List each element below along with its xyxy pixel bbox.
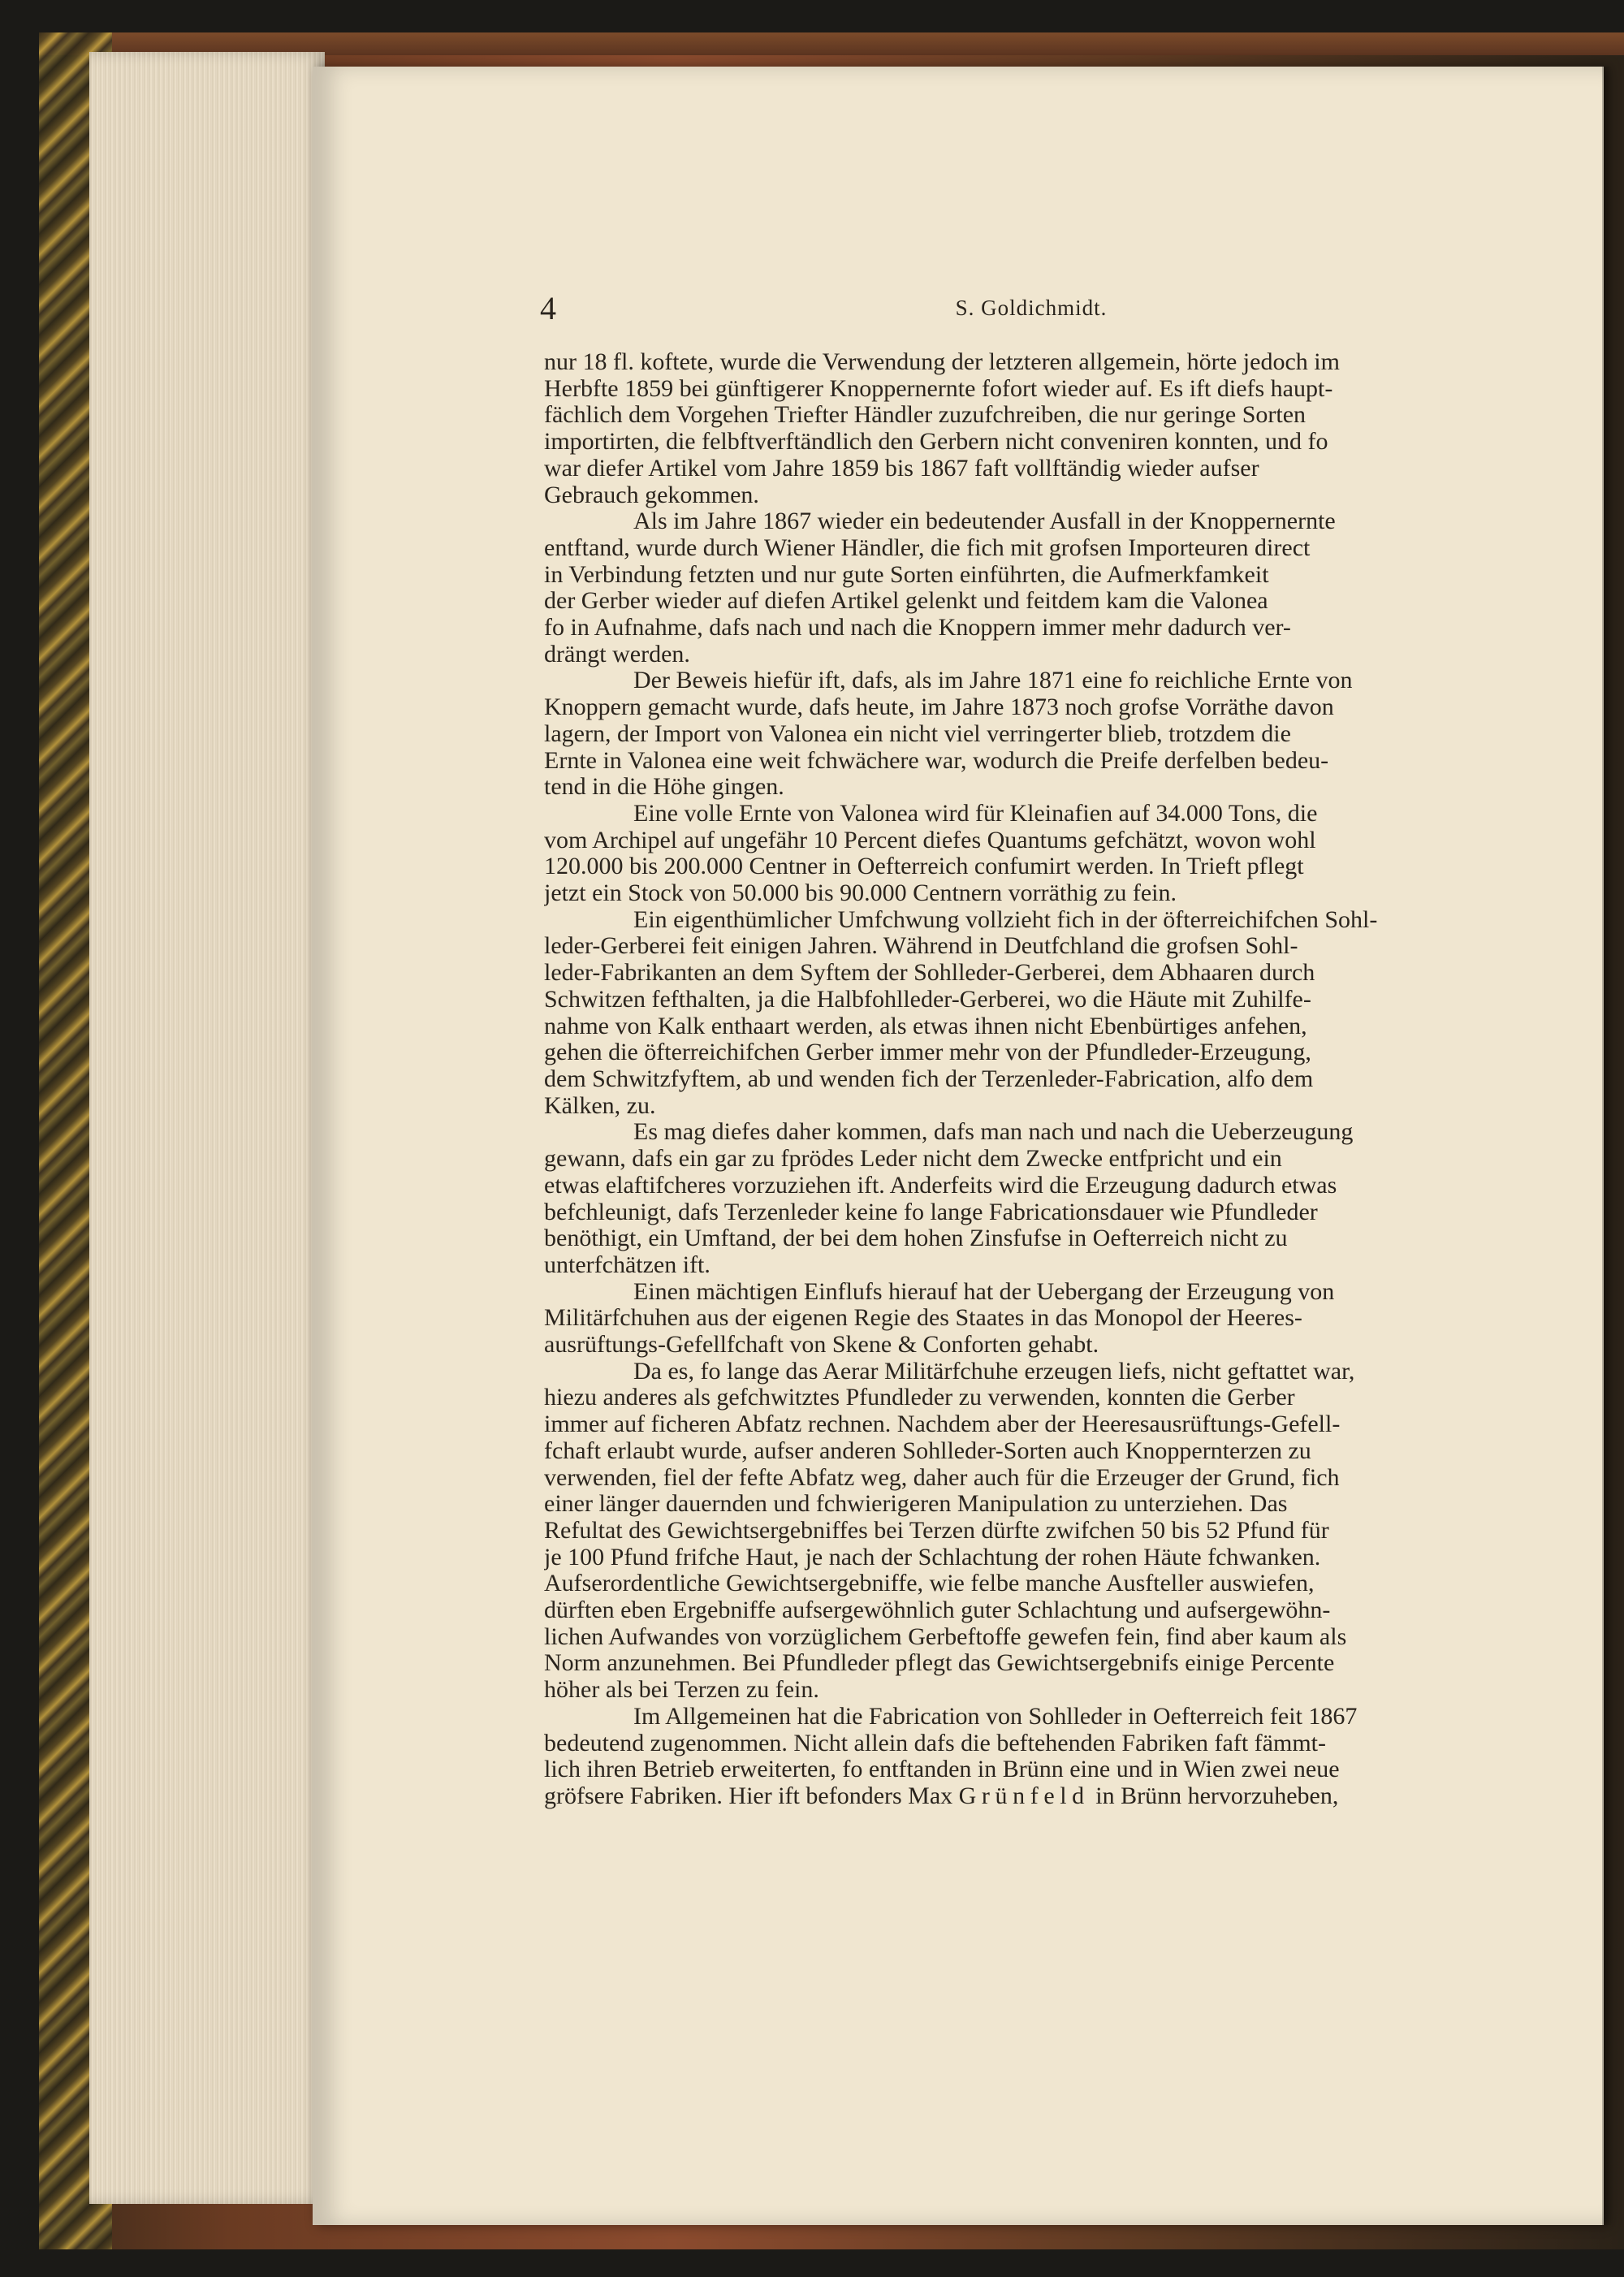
spaced-name: Grünfeld (958, 1782, 1090, 1809)
text-fragment: in Brünn hervorzuheben, (1089, 1782, 1339, 1809)
text-line: der Gerber wieder auf diefen Artikel gelenkt und feitdem kam die Valonea (544, 588, 1268, 615)
text-line: Es mag diefes daher kommen, dafs man nach und nach die Ueberzeugung (633, 1119, 1354, 1146)
text-line: höher als bei Terzen zu fein. (544, 1677, 819, 1704)
text-line: Refultat des Gewichtsergebniffes bei Terzen dürfte zwifchen 50 bis 52 Pfund für (544, 1517, 1329, 1544)
text-line: gehen die öfterreichifchen Gerber immer mehr von der Pfundleder-Erzeugung, (544, 1039, 1311, 1066)
text-line: je 100 Pfund frifche Haut, je nach der Schlachtung der rohen Häute fchwanken. (544, 1544, 1321, 1571)
text-line: leder-Fabrikanten an dem Syftem der Sohlleder-Gerberei, dem Abhaaren durch (544, 960, 1315, 987)
text-line: drängt werden. (544, 641, 690, 668)
text-line: befchleunigt, dafs Terzenleder keine fo lange Fabricationsdauer wie Pfundleder (544, 1199, 1318, 1225)
text-line: lagern, der Import von Valonea ein nicht viel verringerter blieb, trotzdem die (544, 720, 1291, 747)
text-line: Gebrauch gekommen. (544, 482, 759, 508)
text-line: Knoppern gemacht wurde, dafs heute, im Jahre 1873 noch grofse Vorräthe davon (544, 694, 1334, 721)
text-line: Aufserordentliche Gewichtsergebniffe, wie felbe manche Ausfteller auswiefen, (544, 1571, 1315, 1597)
text-line: nahme von Kalk enthaart werden, als etwas ihnen nicht Ebenbürtiges anfehen, (544, 1013, 1307, 1039)
running-head: S. Goldichmidt. (955, 296, 1108, 320)
text-line: Ein eigenthümlicher Umfchwung vollzieht fich in der öfterreichifchen Sohl- (633, 906, 1378, 933)
text-line: fo in Aufnahme, dafs nach und nach die Knoppern immer mehr dadurch ver- (544, 615, 1291, 642)
text-line: dürften eben Ergebniffe aufsergewöhnlich guter Schlachtung und aufsergewöhn- (544, 1597, 1331, 1624)
text-line: entftand, wurde durch Wiener Händler, die fich mit grofsen Importeuren direct (544, 534, 1311, 561)
text-line: Ernte in Valonea eine weit fchwächere war, wodurch die Preife derfelben bedeu- (544, 747, 1329, 774)
text-line: bedeutend zugenommen. Nicht allein dafs die beftehenden Fabriken faft fämmt- (544, 1730, 1326, 1756)
text-line: Im Allgemeinen hat die Fabrication von Sohlleder in Oefterreich feit 1867 (633, 1703, 1358, 1730)
text-line: gewann, dafs ein gar zu fprödes Leder nicht dem Zwecke entfpricht und ein (544, 1146, 1282, 1173)
text-line: Herbfte 1859 bei günftigerer Knoppernernte fofort wieder auf. Es ift diefs haupt- (544, 375, 1333, 402)
text-line: dem Schwitzfyftem, ab und wenden fich der Terzenleder-Fabrication, alfo dem (544, 1065, 1314, 1092)
text-line: unterfchätzen ift. (544, 1251, 710, 1278)
text-line: lichen Aufwandes von vorzüglichem Gerbeftoffe gewefen fein, find aber kaum als (544, 1623, 1347, 1650)
text-line: immer auf ficheren Abfatz rechnen. Nachdem aber der Heeresausrüftungs-Gefell- (544, 1411, 1341, 1438)
text-line: Eine volle Ernte von Valonea wird für Kleinafien auf 34.000 Tons, die (633, 800, 1318, 827)
page-number: 4 (540, 290, 557, 326)
text-line: importirten, die felbftverftändlich den Gerbern nicht conveniren konnten, und fo (544, 429, 1328, 456)
text-line-last (544, 1783, 1517, 1810)
text-line: Militärfchuhen aus der eigenen Regie des Staates in das Monopol der Heeres- (544, 1305, 1302, 1332)
text-line: etwas elaftifcheres vorzuziehen ift. Anderfeits wird die Erzeugung dadurch etwas (544, 1172, 1337, 1199)
page-header (540, 292, 1522, 325)
text-line: ausrüftungs-Gefellfchaft von Skene & Conforten gehabt. (544, 1332, 1099, 1359)
text-line: Als im Jahre 1867 wieder ein bedeutender Ausfall in der Knoppernernte (633, 508, 1336, 535)
text-line: hiezu anderes als gefchwitztes Pfundleder zu verwenden, konnten die Gerber (544, 1385, 1295, 1411)
page-stack-left (89, 52, 325, 2204)
text-line: Einen mächtigen Einflufs hierauf hat der Uebergang der Erzeugung von (633, 1278, 1335, 1305)
text-line: Der Beweis hiefür ift, dafs, als im Jahre 1871 eine fo reichliche Ernte von (633, 668, 1353, 694)
text-line: Norm anzunehmen. Bei Pfundleder pflegt das Gewichtsergebnifs einige Percente (544, 1650, 1335, 1677)
text-line: verwenden, fiel der fefte Abfatz weg, daher auch für die Erzeuger der Grund, fich (544, 1464, 1340, 1491)
text-line: lich ihren Betrieb erweiterten, fo entftanden in Brünn eine und in Wien zwei neue (544, 1756, 1340, 1783)
text-line: leder-Gerberei feit einigen Jahren. Während in Deutfchland die grofsen Sohl- (544, 933, 1298, 960)
text-line: tend in die Höhe gingen. (544, 774, 784, 801)
text-line: war diefer Artikel vom Jahre 1859 bis 1867 faft vollftändig wieder aufser (544, 455, 1259, 482)
text-line: nur 18 fl. koftete, wurde die Verwendung der letzteren allgemein, hörte jedoch im (544, 349, 1340, 375)
text-line: in Verbindung fetzten und nur gute Sorten einführten, die Aufmerkfamkeit (544, 561, 1269, 588)
text-line: Schwitzen fefthalten, ja die Halbfohlleder-Gerberei, wo die Häute mit Zuhilfe- (544, 986, 1311, 1013)
text-line: fchaft erlaubt wurde, aufser anderen Sohlleder-Sorten auch Knoppernterzen zu (544, 1437, 1311, 1464)
text-line: benöthigt, ein Umftand, der bei dem hohen Zinsfufse in Oefterreich nicht zu (544, 1225, 1288, 1252)
text-line: Da es, fo lange das Aerar Militärfchuhe erzeugen liefs, nicht geftattet war, (633, 1358, 1355, 1385)
body-text (544, 349, 1517, 1810)
text-line: fächlich dem Vorgehen Triefter Händler zuzufchreiben, die nur geringe Sorten (544, 402, 1307, 429)
text-line: 120.000 bis 200.000 Centner in Oefterreich confumirt werden. In Trieft pflegt (544, 853, 1304, 880)
text-fragment: gröfsere Fabriken. Hier ift befonders Max (544, 1782, 959, 1809)
text-line: Kälken, zu. (544, 1092, 656, 1119)
text-line: vom Archipel auf ungefähr 10 Percent diefes Quantums gefchätzt, wovon wohl (544, 827, 1316, 853)
text-line: einer länger dauernden und fchwierigeren Manipulation zu unterziehen. Das (544, 1491, 1288, 1518)
text-line: jetzt ein Stock von 50.000 bis 90.000 Centnern vorräthig zu fein. (544, 880, 1177, 907)
